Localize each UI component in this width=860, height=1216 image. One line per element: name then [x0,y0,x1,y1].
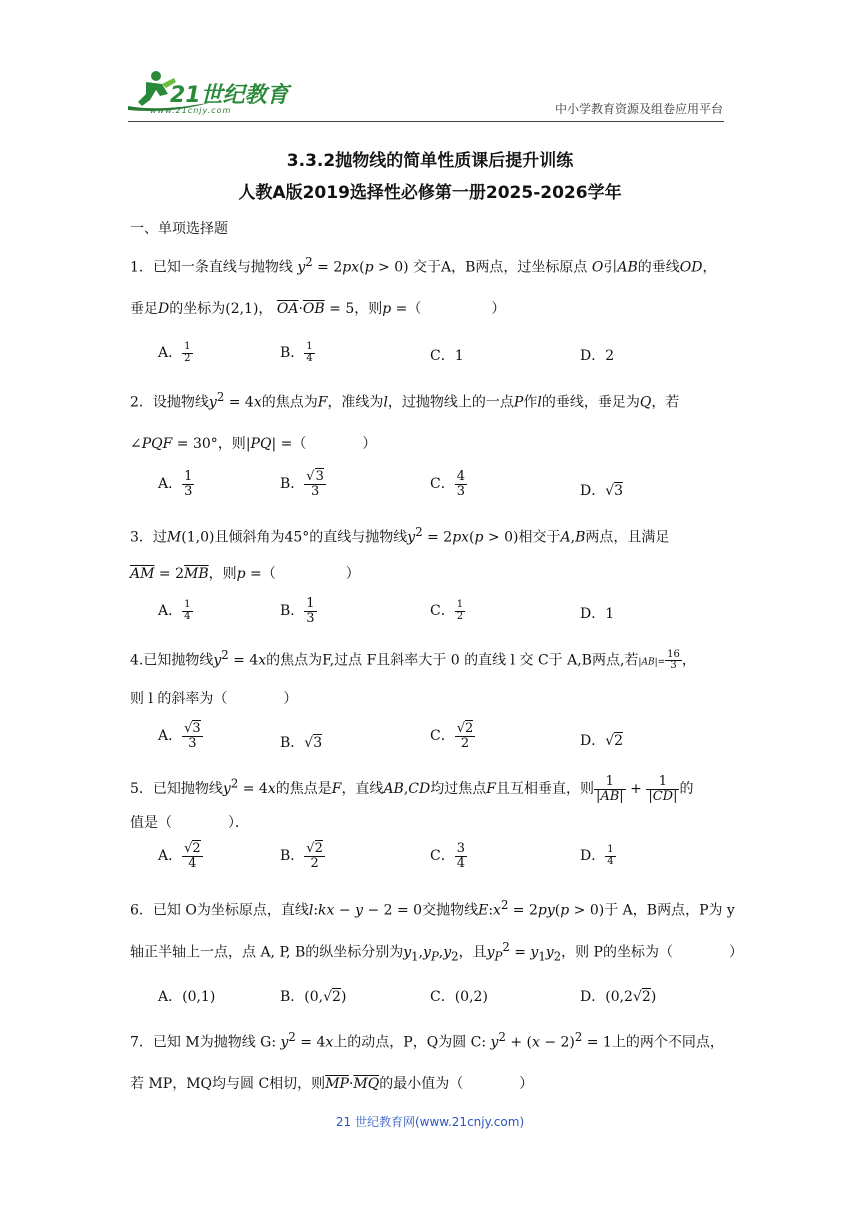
q1-option-b[interactable]: B． $\frac{1}{4}$ [280,341,313,364]
q2-option-d[interactable]: D．√3 [580,483,624,499]
q1-option-d[interactable]: D．2 [580,348,615,364]
question-2-line-1: 2．设抛物线$y^2 = 4x$的焦点为F，准线为l，过抛物线上的一点P作l的垂线，垂足为Q，若 [130,390,680,411]
q3-option-b[interactable]: B． $\frac{1}{3}$ [280,596,315,626]
question-3-line-1: 3．过M(1,0)且倾斜角为45°的直线与抛物线$y^2 = 2px(p > 0)$相交于A,B两点，且满足 [130,525,670,546]
question-1-line-1: 1．已知一条直线与抛物线 $y^2 = 2px(p > 0)$ 交于A，B两点，过坐标原点 O引AB的垂线OD， [130,255,717,276]
question-1-line-2: 垂足D的坐标为(2,1)， $\overline{OA}\cdot\overline{OB} = 5$，则p =（ ） [130,301,506,317]
q6-option-c[interactable]: C．(0,2) [430,989,488,1005]
q4-option-a[interactable]: A． $\frac{√3}{3}$ [158,721,201,751]
logo-text: 21世纪教育 [170,83,289,108]
question-2-line-2: ∠PQF = 30°，则|PQ| =（ ） [130,436,377,452]
platform-name: 中小学教育资源及组卷应用平台 [554,102,723,116]
logo-url: www.21cnjy.com [150,106,232,115]
header-divider [128,121,724,122]
q3-option-a[interactable]: A． $\frac{1}{4}$ [158,599,191,622]
q3-option-d[interactable]: D．1 [580,606,615,622]
question-6-line-1: 6．已知 O为坐标原点，直线l:kx − y − 2 = 0交抛物线$E:x^2 = 2py(p > 0)$于 A，B两点，P为 y [130,898,735,919]
question-5-line-2: 值是（ ）． [130,815,249,831]
q4-option-b[interactable]: B．√3 [280,735,323,751]
page-footer[interactable]: 21 世纪教育网(www.21cnjy.com) [335,1115,525,1129]
q5-option-a[interactable]: A． $\frac{√2}{4}$ [158,841,201,871]
q6-option-d[interactable]: D．(0,2√2) [580,989,657,1005]
q6-option-b[interactable]: B．(0,√2) [280,989,347,1005]
q4-option-c[interactable]: C． $\frac{√2}{2}$ [430,721,474,751]
page-title: 3.3.2抛物线的简单性质课后提升训练 [286,151,574,171]
q5-option-c[interactable]: C． $\frac{3}{4}$ [430,841,465,871]
question-6-line-2: 轴正半轴上一点，点 A, P, B的纵坐标分别为$y_1,y_P,y_2$，且$y_P^2 = y_1y_2$，则 P的坐标为（ ） [130,940,743,964]
q2-option-b[interactable]: B． $\frac{√3}{3}$ [280,469,324,499]
question-4-line-2: 则 l 的斜率为（ ） [130,691,298,707]
question-7-line-1: 7．已知 M为抛物线 G: $y^2 = 4x$上的动点，P，Q为圆 C: $y^2 + (x - 2)^2 = 1$上的两个不同点， [130,1030,724,1051]
page-header [0,0,860,125]
question-7-line-2: 若 MP，MQ均与圆 C相切，则$\overline{MP}\cdot\overline{MQ}$的最小值为（ ） [130,1076,534,1092]
page-subtitle: 人教A版2019选择性必修第一册2025-2026学年 [238,183,622,203]
question-4-line-1: 4.已知抛物线$y^2 = 4x$的焦点为F,过点 F且斜率大于 0 的直线 l 交 C于 A,B两点,若|AB|= $\frac{16}{3}$ ， [130,648,696,672]
q3-option-c[interactable]: C． $\frac{1}{2}$ [430,599,464,622]
q1-option-c[interactable]: C．1 [430,348,464,364]
q5-option-d[interactable]: D． $\frac{1}{4}$ [580,844,614,867]
q2-option-a[interactable]: A． $\frac{1}{3}$ [158,469,193,499]
section-heading: 一、单项选择题 [130,221,228,237]
q1-option-a[interactable]: A． $\frac{1}{2}$ [158,341,191,364]
q2-option-c[interactable]: C． $\frac{4}{3}$ [430,469,465,499]
q6-option-a[interactable]: A．(0,1) [158,989,216,1005]
q5-option-b[interactable]: B． $\frac{√2}{2}$ [280,841,323,871]
question-3-line-2: $\overline{AM} = 2\overline{MB}$，则p =（ ） [130,566,360,582]
q4-option-d[interactable]: D．√2 [580,733,624,749]
question-5-line-1: 5．已知抛物线$y^2 = 4x$的焦点是F，直线AB,CD均过焦点F且互相垂直，则 $\frac{1}{|AB|}$ + $\frac{1}{|CD|}$ 的 [130,774,694,804]
